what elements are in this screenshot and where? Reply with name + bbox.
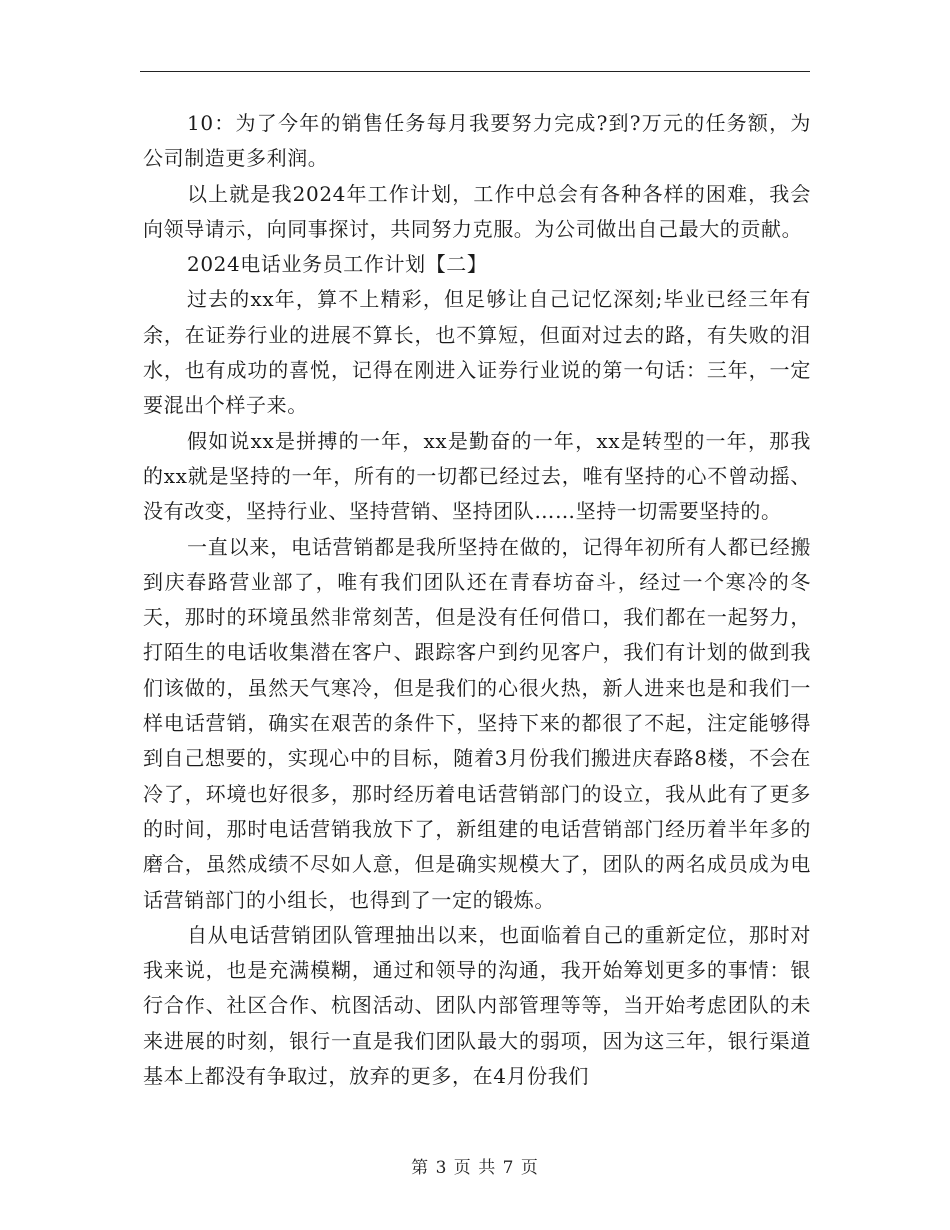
- document-body: [143, 106, 811, 1094]
- paragraph-persistence: 假如说xx是拼搏的一年，xx是勤奋的一年，xx是转型的一年，那我的xx就是坚持的一年，所有的一切都已经过去，唯有坚持的心不曾动摇、没有改变，坚持行业、坚持营销、坚持团队……坚持一切需要坚持的。: [143, 428, 811, 524]
- header-rule: [140, 71, 810, 72]
- section-heading: 2024电话业务员工作计划【二】: [187, 252, 488, 277]
- paragraph-team-management: 自从电话营销团队管理抽出以来，也面临着自己的重新定位，那时对我来说，也是充满模糊，通过和领导的沟通，我开始筹划更多的事情：银行合作、社区合作、杭图活动、团队内部管理等等，当开始考虑团队的未来进展的时刻，银行一直是我们团队最大的弱项，因为这三年，银行渠道基本上都没有争取过，放弃的更多，在4月份我们: [143, 922, 811, 1089]
- paragraph-sales-goal: 10：为了今年的销售任务每月我要努力完成?到?万元的任务额，为公司制造更多利润。: [143, 111, 811, 171]
- paragraph-past-years: 过去的xx年，算不上精彩，但足够让自己记忆深刻;毕业已经三年有余，在证券行业的进展不算长，也不算短，但面对过去的路，有失败的泪水，也有成功的喜悦，记得在刚进入证券行业说的第一句话：三年，一定要混出个样子来。: [143, 287, 811, 418]
- paragraph-plan-summary: 以上就是我2024年工作计划，工作中总会有各种各样的困难，我会向领导请示，向同事探讨，共同努力克服。为公司做出自己最大的贡献。: [143, 181, 811, 241]
- page-number: 第 3 页 共 7 页: [411, 1158, 539, 1178]
- page-footer: [0, 1153, 950, 1178]
- paragraph-telemarketing: 一直以来，电话营销都是我所坚持在做的，记得年初所有人都已经搬到庆春路营业部了，唯有我们团队还在青春坊奋斗，经过一个寒冷的冬天，那时的环境虽然非常刻苦，但是没有任何借口，我们都在一起努力，打陌生的电话收集潜在客户、跟踪客户到约见客户，我们有计划的做到我们该做的，虽然天气寒冷，但是我们的心很火热，新人进来也是和我们一样电话营销，确实在艰苦的条件下，坚持下来的都很了不起，注定能够得到自己想要的，实现心中的目标，随着3月份我们搬进庆春路8楼，不会在冷了，环境也好很多，那时经历着电话营销部门的设立，我从此有了更多的时间，那时电话营销我放下了，新组建的电话营销部门经历着半年多的磨合，虽然成绩不尽如人意，但是确实规模大了，团队的两名成员成为电话营销部门的小组长，也得到了一定的锻炼。: [143, 534, 811, 912]
